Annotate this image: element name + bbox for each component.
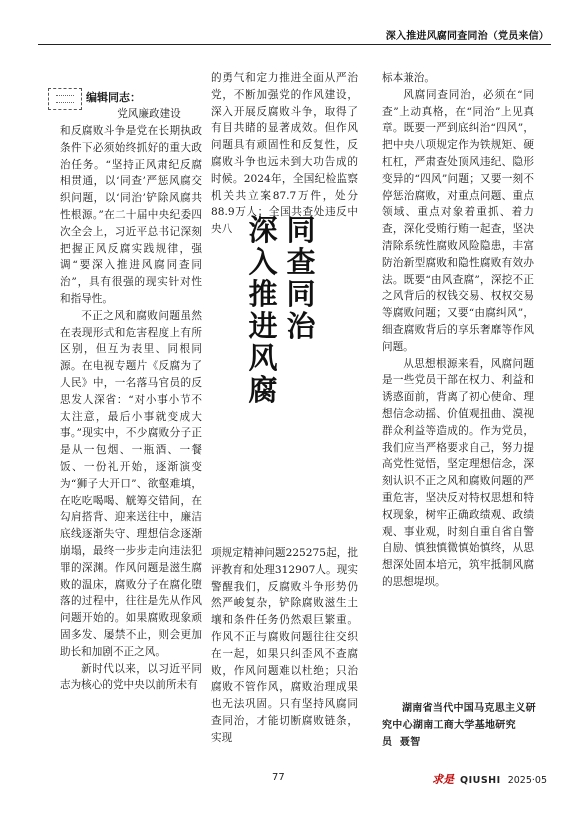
title-char: 腐 <box>248 373 278 407</box>
author-block <box>382 700 542 751</box>
title-char: 深 <box>248 213 278 247</box>
title-char: 推 <box>248 277 278 311</box>
magazine-name: QIUSHI <box>460 775 501 786</box>
column-1 <box>60 123 202 694</box>
author-name: 聂智 <box>399 737 421 748</box>
qiushi-logo: 求是 <box>431 773 454 786</box>
page-number: 77 <box>272 772 285 783</box>
author-affiliation <box>382 700 542 751</box>
col2-paragraph-top: 的勇气和定力推进全面从严治党，不断加强党的作风建设，深入开展反腐败斗争，取得了有目共睹的显著成效。但作风问题具有顽固性和反复性，反腐败斗争也远未到大功告成的时候。2024年，全国纪检监察机关共立案87.7万件，处分88.9万人；全国共查处违反中央八 <box>211 72 358 236</box>
affiliation-text: 湖南省当代中国马克思主义研究中心湖南工商大学基地研究员 <box>382 703 536 748</box>
editor-note-label: 编辑同志： <box>86 91 141 104</box>
running-title: 深入推进风腐同查同治（党员来信） <box>385 31 549 42</box>
title-char: 风 <box>248 341 278 375</box>
editor-note-first-line: 党风廉政建设 <box>117 108 181 120</box>
letter-icon <box>48 88 82 110</box>
column-2-top <box>211 70 358 238</box>
footer-brand <box>432 771 547 787</box>
col1-paragraph-3: 新时代以来，以习近平同志为核心的党中央以前所未有 <box>60 662 202 692</box>
column-2-bottom <box>211 545 358 747</box>
col1-paragraph-1: 和反腐败斗争是党在长期执政条件下必须始终抓好的重大政治任务。“坚持正风肃纪反腐相贯通，以‘同查’严惩风腐交织问题，以‘同治’铲除风腐共性根源。”在二十届中央纪委四次全会上，习近平总书记深刻把握正风反腐实践规律，强调“要深入推进风腐同查同治”，具有很强的现实针对性和指导性。 <box>60 125 202 305</box>
title-char: 同 <box>286 213 316 247</box>
article-title-right <box>284 214 318 342</box>
issue-number: 2025·05 <box>507 775 547 786</box>
title-char: 进 <box>248 309 278 343</box>
header-rule <box>38 44 551 45</box>
col1-paragraph-2: 不正之风和腐败问题虽然在表现形式和危害程度上有所区别，但互为表里、同根同源。在电视专题片《反腐为了人民》中，一名落马官员的反思发人深省：“对小事小节不太注意，最后小事就变成大事。”现实中，不少腐败分子正是从一包烟、一瓶酒、一餐饭、一份礼开始，逐渐演变为“狮子大开口”、欲壑难填，在吃吃喝喝、觥筹交错间，在勾肩搭背、迎来送往中，廉洁底线逐渐失守、理想信念逐渐崩塌，最终一步步走向违法犯罪的深渊。作风问题是滋生腐败的温床，腐败分子在腐化堕落的过程中，往往是先从作风问题开始的。如果腐败现象顽固多发、屡禁不止，则会更加助长和加剧不正之风。 <box>60 309 202 658</box>
title-char: 查 <box>286 245 316 279</box>
column-3 <box>382 70 534 591</box>
title-char: 入 <box>248 245 278 279</box>
col2-paragraph-bottom: 项规定精神问题225275起，批评教育和处理312907人。现实警醒我们，反腐败斗争形势仍然严峻复杂，铲除腐败滋生土壤和条件任务仍然艰巨繁重。作风不正与腐败问题往往交织在一起，如果只纠歪风不查腐败，作风问题难以杜绝；只治腐败不管作风，腐败治理成果也无法巩固。只有坚持风腐同查同治，才能切断腐败链条，实现 <box>211 547 358 744</box>
col3-paragraph-1: 标本兼治。 <box>382 72 435 84</box>
col3-paragraph-3: 从思想根源来看，风腐问题是一些党员干部在权力、利益和诱惑面前，背离了初心使命、理想信念动摇、价值观扭曲、漠视群众利益等造成的。作为党员，我们应当严格要求自己，努力提高党性觉悟，坚定理想信念，深刻认识不正之风和腐败问题的严重危害，坚决反对特权思想和特权现象，树牢正确政绩观、政绩观、事业观，时刻自重自省自警自励、慎独慎微慎始慎终，从思想深处固本培元，筑牢抵制风腐的思想堤坝。 <box>382 357 534 588</box>
letter-icon-lines <box>56 95 74 103</box>
article-title-left <box>246 214 280 406</box>
col3-paragraph-2: 风腐同查同治，必须在“同查”上动真格，在“同治”上见真章。既要一严到底纠治“四风”，把中央八项规定作为铁规矩、硬杠杠，严肃查处顶风违纪、隐形变异的“四风”问题；又要一刻不停惩治腐败，对重点问题、重点领域、重点对象着重抓、着力查，深化受贿行贿一起查，坚决清除系统性腐败风险隐患，丰富防治新型腐败和隐性腐败有效办法。既要“由风查腐”，深挖不正之风背后的权钱交易、权权交易等腐败问题；又要“由腐纠风”，细查腐败背后的享乐奢靡等作风问题。 <box>382 88 534 353</box>
title-char: 治 <box>286 309 316 343</box>
title-char: 同 <box>286 277 316 311</box>
